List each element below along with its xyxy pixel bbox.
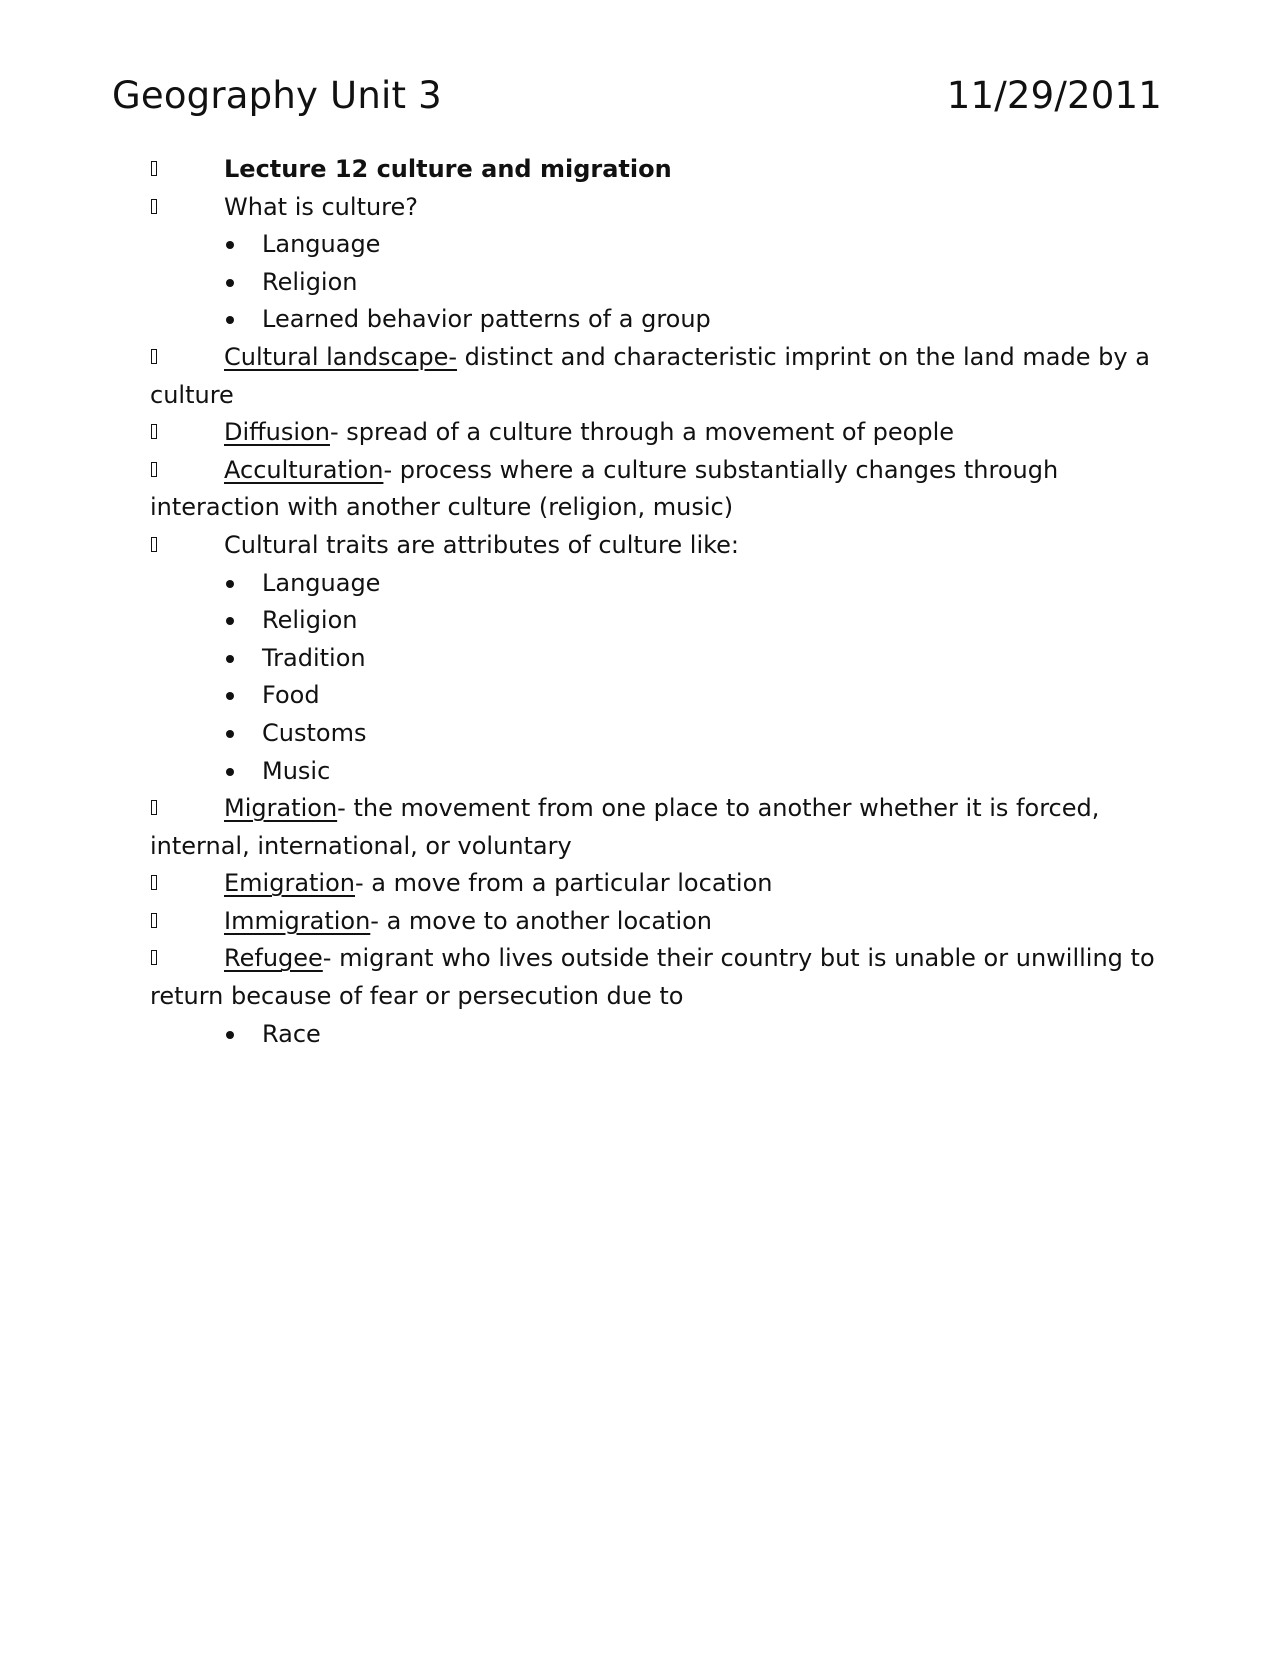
cultural-landscape-term: Cultural landscape- bbox=[224, 342, 458, 371]
refugee-list-item bbox=[150, 1016, 1160, 1054]
round-bullet-icon bbox=[224, 640, 238, 678]
missing-glyph-bullet-icon bbox=[150, 527, 170, 565]
round-bullet-icon bbox=[224, 677, 238, 715]
culture-list-item-text: Religion bbox=[262, 267, 358, 296]
culture-list-item-text: Learned behavior patterns of a group bbox=[262, 305, 711, 334]
cultural-traits-intro: Cultural traits are attributes of culture like: bbox=[224, 530, 740, 559]
missing-glyph-bullet-icon bbox=[150, 339, 170, 377]
document-date: 11/29/2011 bbox=[946, 74, 1162, 117]
culture-list-item bbox=[150, 264, 1160, 302]
lecture-heading: Lecture 12 culture and migration bbox=[224, 155, 672, 183]
trait-list-item-text: Religion bbox=[262, 606, 358, 635]
round-bullet-icon bbox=[224, 226, 238, 264]
cultural-landscape-text: distinct and characteristic imprint on the land made by a culture bbox=[150, 342, 1150, 409]
lecture-heading-row bbox=[150, 151, 1160, 189]
trait-list-item bbox=[150, 677, 1160, 715]
emigration-text: - a move from a particular location bbox=[355, 869, 773, 898]
lecture-notes bbox=[150, 151, 1160, 1053]
trait-list-item bbox=[150, 640, 1160, 678]
refugee-term: Refugee bbox=[224, 944, 323, 973]
round-bullet-icon bbox=[224, 602, 238, 640]
culture-question: What is culture? bbox=[224, 192, 419, 221]
culture-list-item bbox=[150, 226, 1160, 264]
round-bullet-icon bbox=[224, 753, 238, 791]
round-bullet-icon bbox=[224, 1016, 238, 1054]
immigration-text: - a move to another location bbox=[370, 906, 713, 935]
trait-list-item bbox=[150, 602, 1160, 640]
culture-list-item bbox=[150, 301, 1160, 339]
cultural-landscape-definition bbox=[150, 339, 1160, 414]
migration-text: - the movement from one place to another whether it is forced, internal, international, or voluntary bbox=[150, 794, 1100, 860]
refugee-definition bbox=[150, 940, 1160, 1015]
diffusion-text: - spread of a culture through a movement of people bbox=[329, 418, 955, 447]
trait-list-item bbox=[150, 715, 1160, 753]
trait-list-item-text: Tradition bbox=[262, 643, 366, 672]
acculturation-definition bbox=[150, 452, 1160, 527]
migration-term: Migration bbox=[224, 794, 338, 823]
acculturation-term: Acculturation bbox=[224, 455, 384, 484]
round-bullet-icon bbox=[224, 715, 238, 753]
missing-glyph-bullet-icon bbox=[150, 903, 170, 941]
round-bullet-icon bbox=[224, 565, 238, 603]
culture-list-item-text: Language bbox=[262, 230, 381, 259]
diffusion-term: Diffusion bbox=[224, 418, 330, 447]
immigration-term: Immigration bbox=[224, 906, 371, 935]
missing-glyph-bullet-icon bbox=[150, 414, 170, 452]
round-bullet-icon bbox=[224, 264, 238, 302]
missing-glyph-bullet-icon bbox=[150, 865, 170, 903]
missing-glyph-bullet-icon bbox=[150, 189, 170, 227]
trait-list-item bbox=[150, 753, 1160, 791]
document-header bbox=[112, 70, 1162, 122]
trait-list-item-text: Language bbox=[262, 568, 381, 597]
culture-question-row bbox=[150, 189, 1160, 227]
trait-list-item-text: Food bbox=[262, 681, 320, 710]
emigration-term: Emigration bbox=[224, 869, 355, 898]
immigration-definition bbox=[150, 903, 1160, 941]
diffusion-definition bbox=[150, 414, 1160, 452]
refugee-text: - migrant who lives outside their country but is unable or unwilling to return because of fear or persecution due to bbox=[150, 944, 1155, 1011]
refugee-list-item-text: Race bbox=[262, 1019, 321, 1048]
migration-definition bbox=[150, 790, 1160, 865]
acculturation-text: - process where a culture substantially changes through interaction with another culture (religion, music) bbox=[150, 455, 1059, 522]
missing-glyph-bullet-icon bbox=[150, 151, 170, 189]
round-bullet-icon bbox=[224, 301, 238, 339]
cultural-traits-row bbox=[150, 527, 1160, 565]
trait-list-item-text: Music bbox=[262, 756, 331, 785]
trait-list-item-text: Customs bbox=[262, 718, 367, 747]
missing-glyph-bullet-icon bbox=[150, 940, 170, 978]
trait-list-item bbox=[150, 565, 1160, 603]
missing-glyph-bullet-icon bbox=[150, 452, 170, 490]
missing-glyph-bullet-icon bbox=[150, 790, 170, 828]
emigration-definition bbox=[150, 865, 1160, 903]
document-title: Geography Unit 3 bbox=[112, 74, 442, 117]
